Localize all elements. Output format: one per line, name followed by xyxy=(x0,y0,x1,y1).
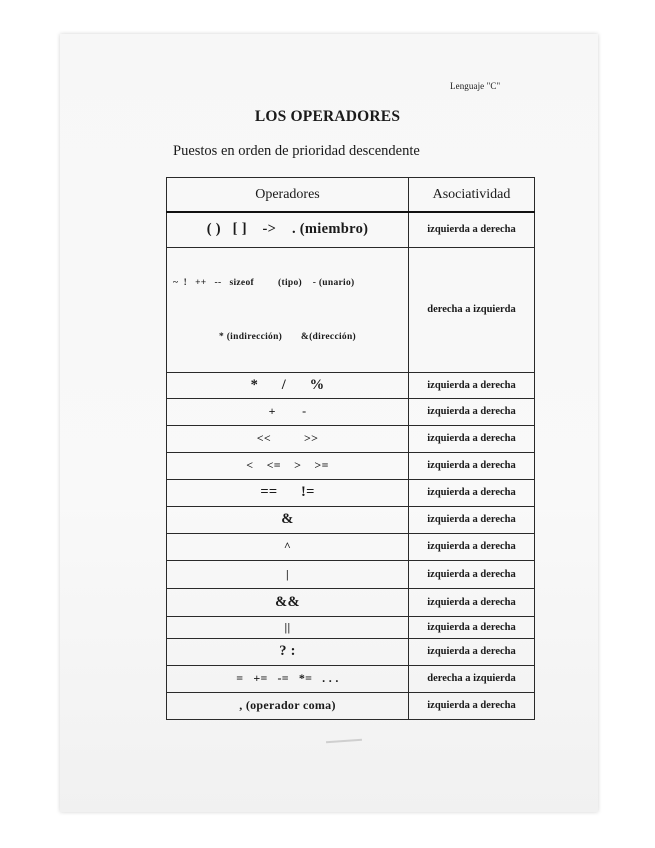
operators-cell: & xyxy=(167,506,409,533)
table-row xyxy=(167,372,535,398)
operators-cell: < <= > >= xyxy=(167,452,409,479)
operators-cell: * / % xyxy=(167,372,409,398)
associativity-cell: derecha a izquierda xyxy=(409,247,535,372)
header-note: Lenguaje "C" xyxy=(450,81,501,91)
associativity-cell: izquierda a derecha xyxy=(409,638,535,665)
operators-cell: + - xyxy=(167,398,409,425)
associativity-cell: izquierda a derecha xyxy=(409,692,535,719)
table-row xyxy=(167,692,535,719)
column-header-operators: Operadores xyxy=(167,178,409,213)
associativity-cell: izquierda a derecha xyxy=(409,212,535,247)
associativity-cell: izquierda a derecha xyxy=(409,588,535,616)
table-row xyxy=(167,665,535,692)
operators-cell: = += -= *= . . . xyxy=(167,665,409,692)
operators-cell: ( ) [ ] -> . (miembro) xyxy=(167,212,409,247)
page-subtitle: Puestos en orden de prioridad descendente xyxy=(173,143,420,159)
table-row xyxy=(167,638,535,665)
operators-cell xyxy=(167,247,409,372)
table-row xyxy=(167,398,535,425)
associativity-cell: izquierda a derecha xyxy=(409,398,535,425)
operators-line: * (indirección) &(dirección) xyxy=(218,331,357,342)
associativity-cell: izquierda a derecha xyxy=(409,616,535,638)
table-row xyxy=(167,616,535,638)
operators-cell: , (operador coma) xyxy=(167,692,409,719)
operators-cell: | xyxy=(167,560,409,588)
table-row xyxy=(167,247,535,372)
associativity-cell: izquierda a derecha xyxy=(409,452,535,479)
table-row xyxy=(167,506,535,533)
column-header-associativity: Asociatividad xyxy=(409,178,535,213)
associativity-cell: izquierda a derecha xyxy=(409,506,535,533)
operators-cell: ^ xyxy=(167,533,409,560)
associativity-cell: izquierda a derecha xyxy=(409,372,535,398)
associativity-cell: izquierda a derecha xyxy=(409,479,535,506)
table-row xyxy=(167,588,535,616)
associativity-cell: derecha a izquierda xyxy=(409,665,535,692)
associativity-cell: izquierda a derecha xyxy=(409,560,535,588)
operators-cell: ? : xyxy=(167,638,409,665)
table-header-row xyxy=(167,178,535,213)
table-row xyxy=(167,533,535,560)
table-row xyxy=(167,212,535,247)
operators-cell: == != xyxy=(167,479,409,506)
table-row xyxy=(167,425,535,452)
operators-cell: && xyxy=(167,588,409,616)
table-row xyxy=(167,560,535,588)
associativity-cell: izquierda a derecha xyxy=(409,425,535,452)
table-row xyxy=(167,452,535,479)
operators-cell: << >> xyxy=(167,425,409,452)
operators-table xyxy=(166,177,535,720)
operators-cell: || xyxy=(167,616,409,638)
operators-line: ~ ! ++ -- sizeof (tipo) - (unario) xyxy=(173,277,355,288)
page-title: LOS OPERADORES xyxy=(254,108,401,125)
associativity-cell: izquierda a derecha xyxy=(409,533,535,560)
table-row xyxy=(167,479,535,506)
